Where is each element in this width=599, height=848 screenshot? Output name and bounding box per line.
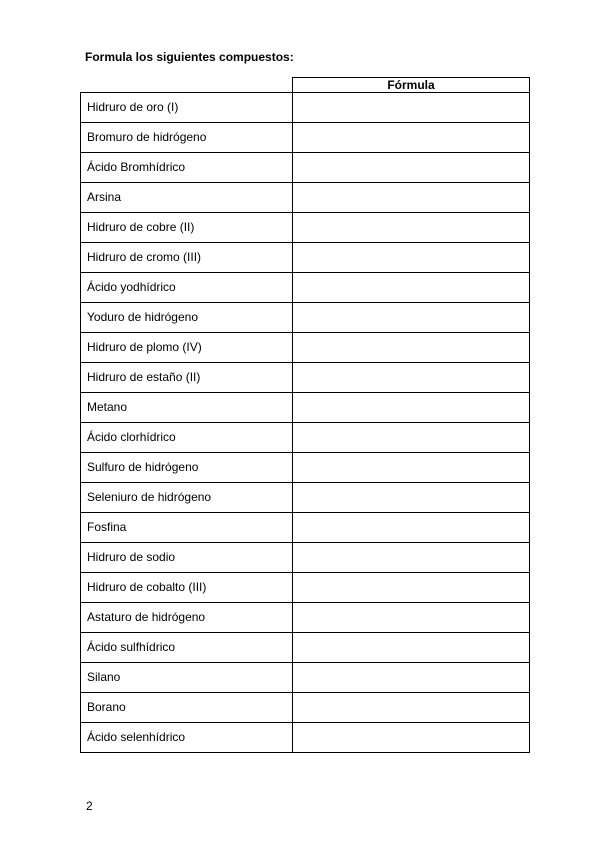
table-row — [81, 483, 530, 513]
compound-name-cell: Borano — [81, 693, 293, 723]
table-row — [81, 153, 530, 183]
compound-name-cell: Ácido sulfhídrico — [81, 633, 293, 663]
compound-name-cell: Hidruro de oro (I) — [81, 93, 293, 123]
page-number: 2 — [86, 799, 93, 813]
table-row — [81, 303, 530, 333]
formula-answer-cell[interactable] — [293, 633, 530, 663]
table-body — [81, 93, 530, 753]
table-row — [81, 573, 530, 603]
compound-name-cell: Fosfina — [81, 513, 293, 543]
table-row — [81, 633, 530, 663]
compound-name-cell: Hidruro de plomo (IV) — [81, 333, 293, 363]
compound-name-cell: Hidruro de cobre (II) — [81, 213, 293, 243]
formula-answer-cell[interactable] — [293, 543, 530, 573]
compounds-table — [80, 77, 530, 753]
compound-name-cell: Silano — [81, 663, 293, 693]
table-row — [81, 543, 530, 573]
table-row — [81, 363, 530, 393]
page-heading: Formula los siguientes compuestos: — [85, 50, 294, 64]
compound-name-cell: Metano — [81, 393, 293, 423]
compound-name-cell: Seleniuro de hidrógeno — [81, 483, 293, 513]
compound-name-cell: Hidruro de cromo (III) — [81, 243, 293, 273]
compound-name-cell: Astaturo de hidrógeno — [81, 603, 293, 633]
formula-answer-cell[interactable] — [293, 483, 530, 513]
compound-name-cell: Ácido selenhídrico — [81, 723, 293, 753]
table-row — [81, 513, 530, 543]
formula-answer-cell[interactable] — [293, 423, 530, 453]
column-header-compound — [81, 78, 293, 93]
table-row — [81, 123, 530, 153]
formula-answer-cell[interactable] — [293, 573, 530, 603]
formula-answer-cell[interactable] — [293, 453, 530, 483]
formula-answer-cell[interactable] — [293, 363, 530, 393]
table-row — [81, 213, 530, 243]
formula-answer-cell[interactable] — [293, 93, 530, 123]
compound-name-cell: Hidruro de estaño (II) — [81, 363, 293, 393]
table-row — [81, 393, 530, 423]
table-row — [81, 693, 530, 723]
formula-answer-cell[interactable] — [293, 303, 530, 333]
column-header-formula: Fórmula — [293, 78, 530, 93]
table-row — [81, 723, 530, 753]
formula-answer-cell[interactable] — [293, 243, 530, 273]
compound-name-cell: Hidruro de cobalto (III) — [81, 573, 293, 603]
table-row — [81, 333, 530, 363]
formula-answer-cell[interactable] — [293, 603, 530, 633]
table-row — [81, 603, 530, 633]
table-row — [81, 273, 530, 303]
table-row — [81, 453, 530, 483]
compound-name-cell: Bromuro de hidrógeno — [81, 123, 293, 153]
formula-answer-cell[interactable] — [293, 123, 530, 153]
formula-answer-cell[interactable] — [293, 153, 530, 183]
table-row — [81, 663, 530, 693]
compound-name-cell: Yoduro de hidrógeno — [81, 303, 293, 333]
table-header-row — [81, 78, 530, 93]
table-row — [81, 93, 530, 123]
formula-answer-cell[interactable] — [293, 723, 530, 753]
formula-answer-cell[interactable] — [293, 183, 530, 213]
formula-answer-cell[interactable] — [293, 663, 530, 693]
compound-name-cell: Ácido Bromhídrico — [81, 153, 293, 183]
table-row — [81, 243, 530, 273]
compound-name-cell: Ácido yodhídrico — [81, 273, 293, 303]
table-row — [81, 423, 530, 453]
compound-name-cell: Arsina — [81, 183, 293, 213]
formula-answer-cell[interactable] — [293, 273, 530, 303]
compound-name-cell: Sulfuro de hidrógeno — [81, 453, 293, 483]
formula-answer-cell[interactable] — [293, 213, 530, 243]
compound-name-cell: Hidruro de sodio — [81, 543, 293, 573]
formula-answer-cell[interactable] — [293, 393, 530, 423]
table-row — [81, 183, 530, 213]
formula-answer-cell[interactable] — [293, 513, 530, 543]
formula-answer-cell[interactable] — [293, 333, 530, 363]
formula-answer-cell[interactable] — [293, 693, 530, 723]
compound-name-cell: Ácido clorhídrico — [81, 423, 293, 453]
